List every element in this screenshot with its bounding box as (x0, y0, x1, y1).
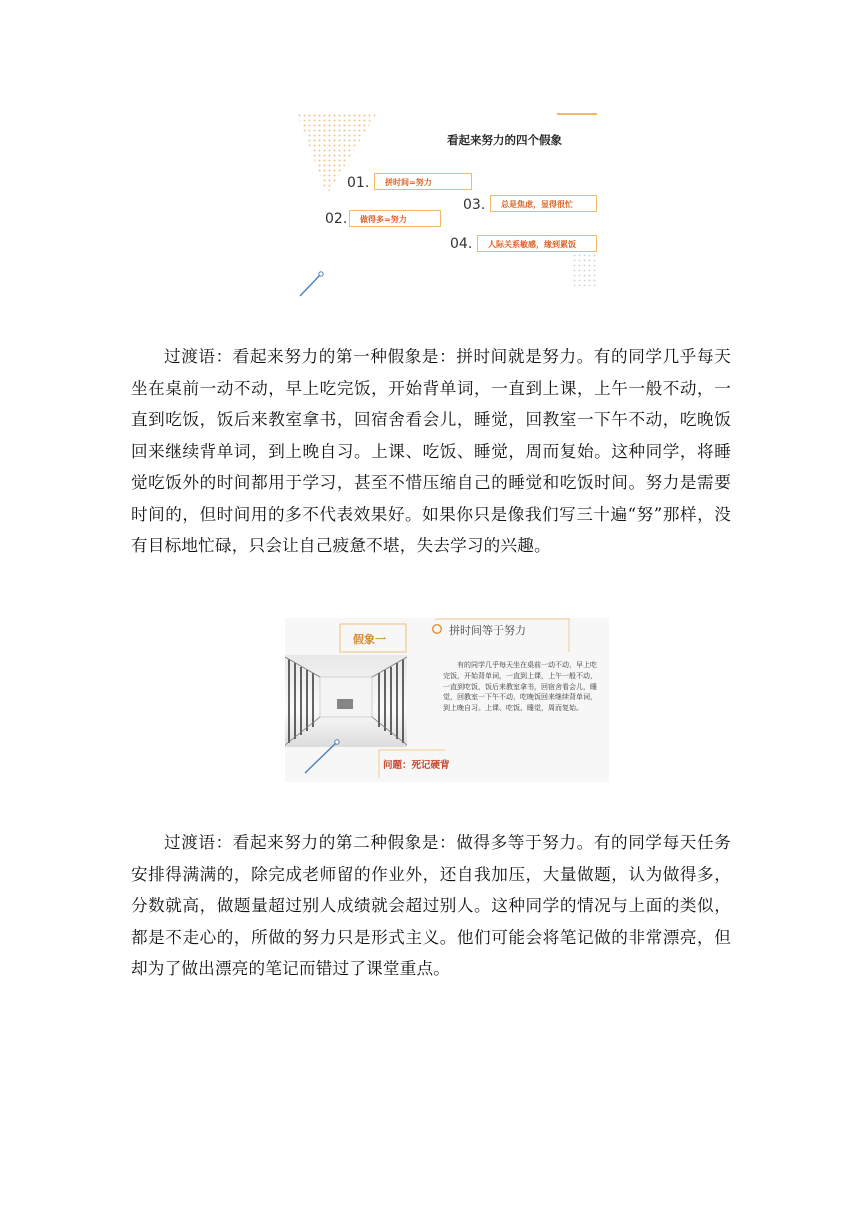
item-box: 人际关系敏感，缘到累饭 (477, 235, 597, 252)
slide-label: 假象一 (353, 633, 386, 646)
item-number: 03. (463, 197, 486, 213)
slide-body-text: 有的同学几乎每天坐在桌前一动不动，早上吃完饭，开始背单词，一直到上课，上午一般不动，一直到吃饭，饭后来教室拿书，回宿舍看会儿，睡觉，回教室一下午不动，吃晚饭回来继续背单词，到上晚自习。上课、吃饭、睡觉，周而复始。 (443, 661, 597, 713)
slide-problem: 问题：死记硬背 (383, 760, 450, 771)
paragraph-second-illusion: 过渡语：看起来努力的第二种假象是：做得多等于努力。有的同学每天任务安排得满满的，除完成老师留的作业外，还自我加压，大量做题，认为做得多，分数就高，做题量超过别人成绩就会超过别人。这种同学的情况与上面的类似，都是不走心的，所做的努力只是形式主义。他们可能会将笔记做的非常漂亮，但却为了做出漂亮的笔记而错过了课堂重点。 (131, 833, 731, 978)
item-number: 01. (347, 175, 370, 191)
pointer-icon (297, 268, 327, 297)
slide-four-illusions (297, 113, 597, 297)
pointer-icon (301, 736, 341, 776)
slide-title: 看起来努力的四个假象 (447, 133, 562, 147)
paragraph-first-illusion: 过渡语：看起来努力的第一种假象是：拼时间就是努力。有的同学几乎每天坐在桌前一动不动，早上吃完饭，开始背单词，一直到上课，上午一般不动，一直到吃饭，饭后来教室拿书，回宿舍看会儿，睡觉，回教室一下午不动，吃晚饭回来继续背单词，到上晚自习。上课、吃饭、睡觉，周而复始。这种同学，将睡觉吃饭外的时间都用于学习，甚至不惜压缩自己的睡觉和吃饭时间。努力是需要时间的，但时间用的多不代表效果好。如果你只是像我们写三十遍“努”那样，没有目标地忙碌，只会让自己疲惫不堪，失去学习的兴趣。 (131, 347, 731, 555)
slide-illusion-one (285, 618, 609, 782)
item-box: 拼时间=努力 (374, 173, 472, 190)
hallway-photo (285, 655, 407, 747)
item-box: 做得多=努力 (349, 210, 441, 227)
slide-header: 拼时间等于努力 (449, 624, 526, 637)
item-number: 04. (450, 236, 473, 252)
item-box: 总是焦虑，显得很忙 (490, 195, 597, 212)
item-number: 02. (325, 211, 348, 227)
